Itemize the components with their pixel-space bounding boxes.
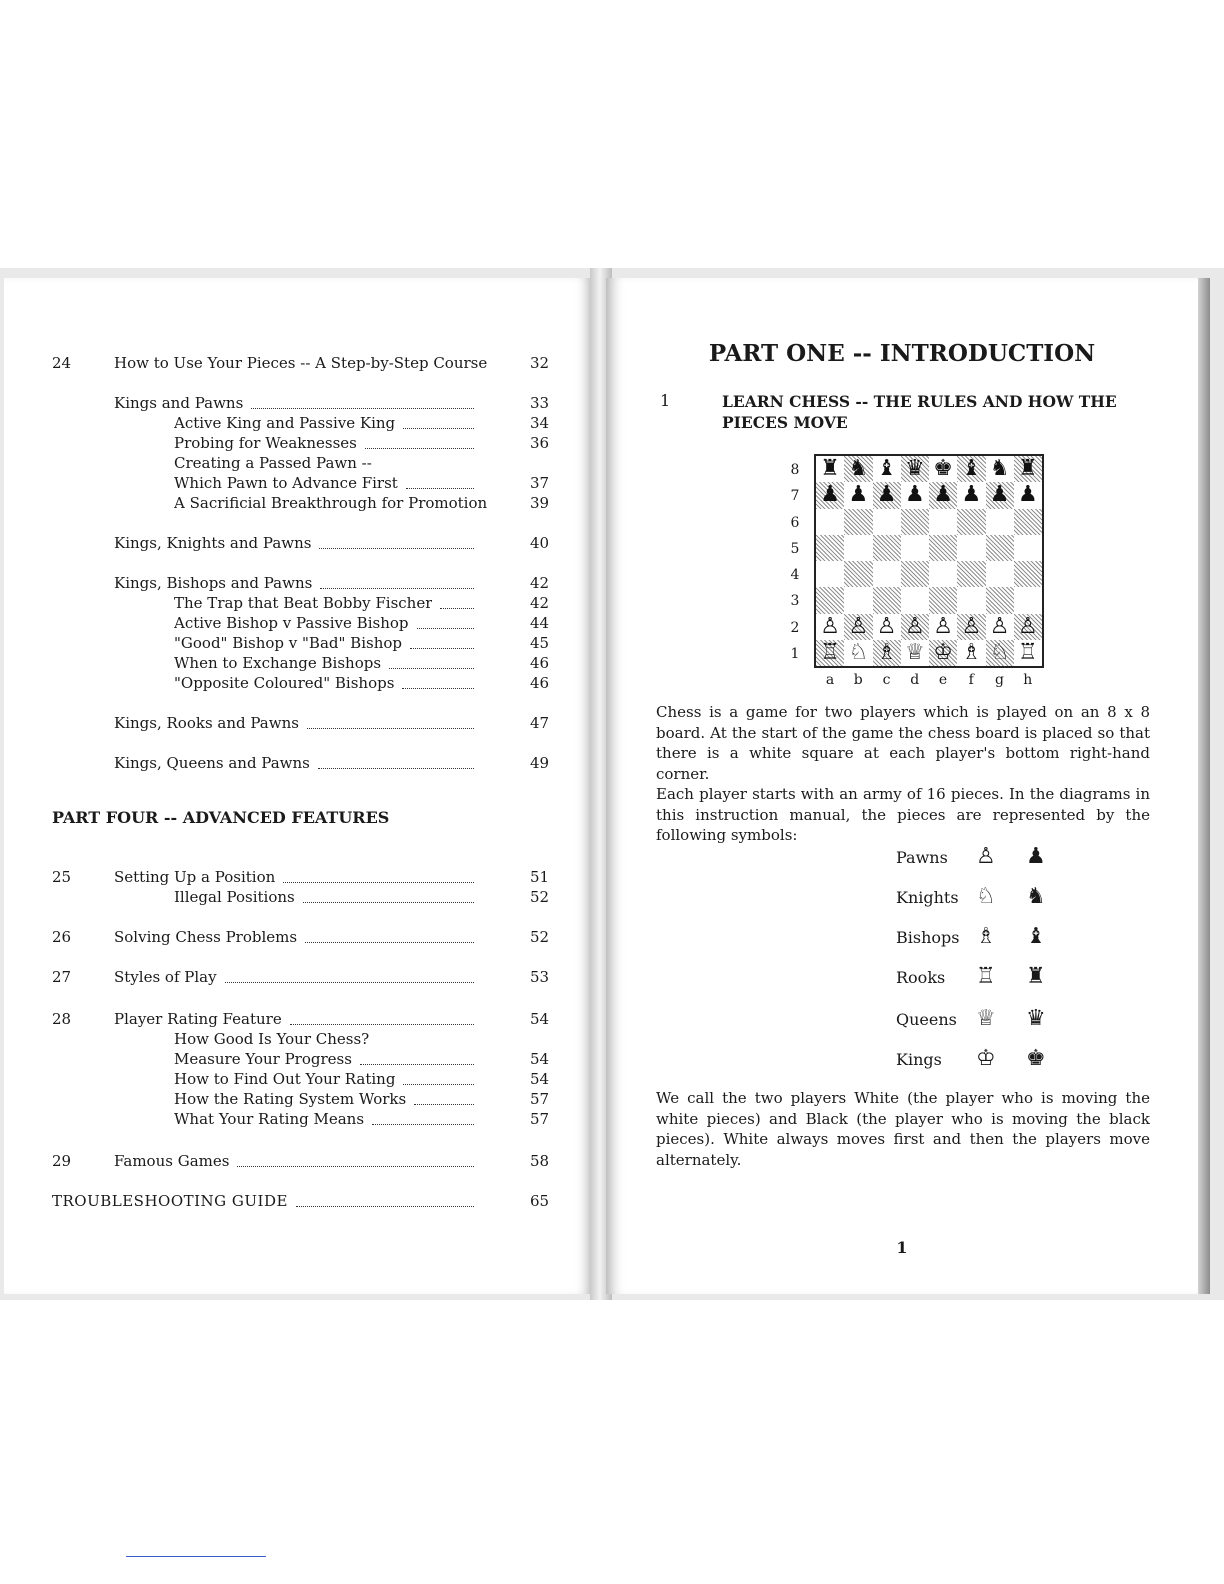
toc-page-number: 65	[530, 1192, 550, 1210]
chess-piece: ♝	[961, 456, 982, 482]
chess-piece: ♖	[1018, 639, 1038, 665]
board-square-d7	[901, 482, 929, 508]
toc-dot-leader	[296, 1206, 474, 1207]
board-square-e1	[929, 640, 957, 666]
board-square-a8	[816, 456, 844, 482]
toc-dot-leader	[365, 448, 474, 449]
board-square-d6	[901, 509, 929, 535]
left-page	[4, 278, 594, 1294]
board-square-h1	[1014, 640, 1042, 666]
page-number: 1	[896, 1238, 908, 1257]
chess-piece: ♗	[961, 639, 982, 665]
toc-dot-leader	[319, 548, 474, 549]
toc-entry	[4, 1050, 594, 1070]
toc-entry	[4, 868, 594, 888]
toc-page-number: 49	[530, 754, 550, 772]
toc-dot-leader	[372, 1124, 474, 1125]
board-square-h8	[1014, 456, 1042, 482]
board-square-f8	[957, 456, 985, 482]
board-square-e8	[929, 456, 957, 482]
chess-piece: ♙	[1018, 613, 1038, 639]
toc-page-number: 46	[530, 674, 550, 692]
toc-dot-leader	[318, 768, 474, 769]
rank-label: 2	[790, 619, 800, 636]
toc-page-number: 33	[530, 394, 550, 412]
toc-page-number: 54	[530, 1010, 550, 1028]
board-square-d3	[901, 587, 929, 613]
toc-page-number: 37	[530, 474, 550, 492]
chess-piece: ♛	[905, 456, 925, 482]
board-square-g7	[986, 482, 1014, 508]
toc-title: How Good Is Your Chess?	[174, 1030, 370, 1048]
chess-piece: ♟	[905, 482, 925, 508]
toc-entry	[4, 474, 594, 494]
black-piece-symbol: ♞	[1026, 884, 1046, 909]
board-square-c2	[873, 614, 901, 640]
chess-piece: ♟	[876, 482, 897, 508]
right-page	[606, 278, 1198, 1294]
toc-dot-leader	[225, 982, 474, 983]
board-square-f3	[957, 587, 985, 613]
rank-label: 6	[790, 514, 800, 531]
toc-entry	[4, 454, 594, 474]
toc-dot-leader	[303, 902, 474, 903]
board-square-f6	[957, 509, 985, 535]
toc-title: Probing for Weaknesses	[174, 434, 357, 452]
board-square-a7	[816, 482, 844, 508]
board-square-f1	[957, 640, 985, 666]
board-square-c6	[873, 509, 901, 535]
toc-entry	[4, 968, 594, 988]
rank-label: 1	[790, 645, 800, 662]
board-square-b8	[844, 456, 872, 482]
legend-piece-name: Knights	[896, 888, 959, 907]
board-square-h7	[1014, 482, 1042, 508]
toc-title: Kings and Pawns	[114, 394, 244, 412]
toc-entry	[4, 574, 594, 594]
board-square-e6	[929, 509, 957, 535]
toc-page-number: 32	[530, 354, 550, 372]
board-square-a2	[816, 614, 844, 640]
toc-title: Active King and Passive King	[174, 414, 396, 432]
toc-dot-leader	[417, 628, 475, 629]
toc-entry	[4, 888, 594, 908]
toc-page-number: 52	[530, 928, 550, 946]
board-square-g2	[986, 614, 1014, 640]
chess-board	[814, 454, 1044, 668]
toc-dot-leader	[440, 608, 474, 609]
toc-page-number: 44	[530, 614, 550, 632]
chess-piece: ♕	[905, 639, 925, 665]
pieces-paragraph: Each player starts with an army of 16 pieces. In the diagrams in this instruction manual, the pieces are represented by the following symbols:	[656, 785, 1150, 844]
toc-chapter-number: 27	[52, 968, 72, 986]
toc-entry	[4, 1010, 594, 1030]
board-square-e5	[929, 535, 957, 561]
file-label: f	[968, 672, 974, 688]
toc-page-number: 42	[530, 594, 550, 612]
board-square-b5	[844, 535, 872, 561]
legend-piece-name: Pawns	[896, 848, 948, 867]
toc-title: Solving Chess Problems	[114, 928, 298, 946]
board-square-b3	[844, 587, 872, 613]
board-square-h2	[1014, 614, 1042, 640]
toc-entry	[4, 1152, 594, 1172]
board-square-b2	[844, 614, 872, 640]
toc-chapter-number: 24	[52, 354, 72, 372]
toc-title: "Good" Bishop v "Bad" Bishop	[174, 634, 402, 652]
board-square-a6	[816, 509, 844, 535]
toc-page-number: 57	[530, 1110, 550, 1128]
chess-piece: ♜	[820, 456, 840, 482]
board-square-h6	[1014, 509, 1042, 535]
toc-entry	[4, 754, 594, 774]
chess-piece: ♙	[905, 613, 925, 639]
toc-entry	[4, 1090, 594, 1110]
board-square-d2	[901, 614, 929, 640]
toc-page-number: 39	[530, 494, 550, 512]
toc-title: Active Bishop v Passive Bishop	[174, 614, 409, 632]
toc-chapter-number: 28	[52, 1010, 72, 1028]
book-spread	[0, 268, 1224, 1300]
chess-piece: ♟	[1018, 482, 1038, 508]
toc-dot-leader	[290, 1024, 474, 1025]
white-piece-symbol: ♕	[976, 1006, 996, 1031]
chess-piece: ♟	[989, 482, 1010, 508]
board-square-g1	[986, 640, 1014, 666]
board-square-g3	[986, 587, 1014, 613]
legend-piece-name: Rooks	[896, 968, 946, 987]
chess-piece: ♟	[933, 482, 953, 508]
toc-title: How to Find Out Your Rating	[174, 1070, 396, 1088]
chess-piece: ♙	[961, 613, 982, 639]
toc-page-number: 45	[530, 634, 550, 652]
toc-entry	[4, 674, 594, 694]
toc-entry	[4, 394, 594, 414]
toc-entry	[4, 714, 594, 734]
toc-title: "Opposite Coloured" Bishops	[174, 674, 395, 692]
toc-dot-leader	[402, 688, 474, 689]
board-square-h5	[1014, 535, 1042, 561]
toc-entry	[4, 1070, 594, 1090]
toc-dot-leader	[360, 1064, 474, 1065]
rank-label: 4	[790, 567, 800, 583]
rank-label: 7	[790, 488, 800, 505]
toc-page-number: 46	[530, 654, 550, 672]
chess-piece: ♝	[876, 456, 897, 482]
toc-dot-leader	[320, 588, 474, 589]
board-square-f7	[957, 482, 985, 508]
rank-label: 3	[790, 593, 800, 610]
legend-piece-name: Kings	[896, 1050, 942, 1069]
toc-dot-leader	[406, 488, 474, 489]
board-square-b6	[844, 509, 872, 535]
toc-dot-leader	[403, 428, 474, 429]
toc-entry	[4, 594, 594, 614]
chess-piece: ♞	[848, 456, 869, 482]
toc-entry	[4, 634, 594, 654]
toc-dot-leader	[283, 882, 474, 883]
toc-title: The Trap that Beat Bobby Fischer	[174, 594, 433, 612]
toc-title: Measure Your Progress	[174, 1050, 352, 1068]
toc-chapter-number: 26	[52, 928, 72, 946]
white-piece-symbol: ♖	[976, 964, 996, 989]
black-piece-symbol: ♚	[1026, 1046, 1046, 1071]
toc-entry	[4, 1110, 594, 1130]
chess-piece: ♘	[989, 639, 1010, 665]
chess-piece: ♟	[820, 482, 840, 508]
toc-entry	[4, 434, 594, 454]
toc-chapter-number: 25	[52, 868, 72, 886]
chess-piece: ♙	[876, 613, 897, 639]
chess-piece: ♙	[933, 613, 953, 639]
toc-title: How the Rating System Works	[174, 1090, 407, 1108]
toc-page-number: 47	[530, 714, 550, 732]
chess-piece: ♙	[989, 613, 1010, 639]
toc-entry	[4, 414, 594, 434]
toc-page-number: 57	[530, 1090, 550, 1108]
toc-entry	[4, 1192, 594, 1212]
black-piece-symbol: ♛	[1026, 1006, 1046, 1031]
white-piece-symbol: ♘	[976, 884, 996, 909]
legend-piece-name: Queens	[896, 1010, 957, 1029]
board-square-g5	[986, 535, 1014, 561]
toc-title: TROUBLESHOOTING GUIDE	[52, 1192, 288, 1210]
toc-entry	[4, 494, 594, 514]
board-square-e3	[929, 587, 957, 613]
toc-page-number: 51	[530, 868, 550, 886]
part-four-heading: PART FOUR -- ADVANCED FEATURES	[52, 808, 390, 827]
file-label: c	[882, 672, 891, 688]
black-piece-symbol: ♜	[1026, 964, 1046, 989]
file-label: g	[995, 672, 1004, 688]
black-piece-symbol: ♝	[1026, 924, 1046, 949]
board-square-b1	[844, 640, 872, 666]
board-square-f4	[957, 561, 985, 587]
board-square-a3	[816, 587, 844, 613]
toc-page-number: 36	[530, 434, 550, 452]
chess-piece: ♗	[876, 639, 897, 665]
toc-title: What Your Rating Means	[174, 1110, 365, 1128]
toc-dot-leader	[414, 1104, 474, 1105]
toc-entry	[4, 1030, 594, 1050]
chess-piece: ♔	[933, 639, 953, 665]
file-label: a	[825, 672, 835, 688]
toc-page-number: 34	[530, 414, 550, 432]
white-piece-symbol: ♗	[976, 924, 996, 949]
chess-piece: ♞	[989, 456, 1010, 482]
board-square-e2	[929, 614, 957, 640]
board-square-c8	[873, 456, 901, 482]
file-label: e	[938, 672, 948, 688]
toc-page-number: 54	[530, 1070, 550, 1088]
toc-entry	[4, 614, 594, 634]
part-one-title: PART ONE -- INTRODUCTION	[708, 340, 1096, 367]
toc-title: Which Pawn to Advance First	[174, 474, 398, 492]
toc-dot-leader	[389, 668, 474, 669]
board-square-d5	[901, 535, 929, 561]
toc-title: Setting Up a Position	[114, 868, 276, 886]
toc-title: Creating a Passed Pawn --	[174, 454, 372, 472]
board-square-d4	[901, 561, 929, 587]
toc-entry	[4, 928, 594, 948]
board-square-g6	[986, 509, 1014, 535]
board-square-h3	[1014, 587, 1042, 613]
board-square-e7	[929, 482, 957, 508]
board-square-g8	[986, 456, 1014, 482]
chess-piece: ♚	[933, 456, 953, 482]
board-square-e4	[929, 561, 957, 587]
chess-piece: ♙	[820, 613, 840, 639]
toc-page-number: 42	[530, 574, 550, 592]
board-square-d1	[901, 640, 929, 666]
toc-chapter-number: 29	[52, 1152, 72, 1170]
white-piece-symbol: ♙	[976, 844, 996, 869]
toc-page-number: 53	[530, 968, 550, 986]
toc-dot-leader	[307, 728, 474, 729]
chess-piece: ♟	[961, 482, 982, 508]
board-square-a5	[816, 535, 844, 561]
board-square-c1	[873, 640, 901, 666]
white-piece-symbol: ♔	[976, 1046, 996, 1071]
toc-title: Kings, Queens and Pawns	[114, 754, 310, 772]
toc-title: Styles of Play	[114, 968, 217, 986]
section-title: LEARN CHESS -- THE RULES AND HOW THE PIECES MOVE	[722, 392, 1117, 432]
black-piece-symbol: ♟	[1026, 844, 1046, 869]
section-number: 1	[660, 391, 671, 410]
file-label: h	[1023, 672, 1033, 688]
board-square-c4	[873, 561, 901, 587]
toc-dot-leader	[410, 648, 474, 649]
toc-title: A Sacrificial Breakthrough for Promotion	[174, 494, 488, 512]
toc-entry	[4, 534, 594, 554]
toc-title: When to Exchange Bishops	[174, 654, 382, 672]
board-square-d8	[901, 456, 929, 482]
toc-entry	[4, 354, 594, 374]
board-square-a4	[816, 561, 844, 587]
toc-dot-leader	[237, 1166, 474, 1167]
board-square-f2	[957, 614, 985, 640]
toc-page-number: 40	[530, 534, 550, 552]
chess-piece: ♘	[848, 639, 869, 665]
underline-link	[126, 1556, 266, 1557]
toc-dot-leader	[305, 942, 474, 943]
chess-piece: ♖	[820, 639, 840, 665]
toc-page-number: 52	[530, 888, 550, 906]
toc-title: Famous Games	[114, 1152, 230, 1170]
board-square-g4	[986, 561, 1014, 587]
file-label: d	[910, 672, 920, 688]
board-square-c5	[873, 535, 901, 561]
toc-page-number: 54	[530, 1050, 550, 1068]
chess-piece: ♟	[848, 482, 869, 508]
toc-title: How to Use Your Pieces -- A Step-by-Step Course	[114, 354, 488, 372]
toc-title: Kings, Knights and Pawns	[114, 534, 312, 552]
toc-title: Illegal Positions	[174, 888, 295, 906]
chess-piece: ♜	[1018, 456, 1038, 482]
chess-piece: ♙	[848, 613, 869, 639]
toc-title: Kings, Bishops and Pawns	[114, 574, 313, 592]
page-edge	[1198, 278, 1210, 1294]
board-square-b4	[844, 561, 872, 587]
toc-dot-leader	[251, 408, 474, 409]
board-square-a1	[816, 640, 844, 666]
toc-dot-leader	[403, 1084, 474, 1085]
legend-piece-name: Bishops	[896, 928, 960, 947]
board-square-f5	[957, 535, 985, 561]
rank-label: 5	[790, 540, 800, 557]
toc-entry	[4, 654, 594, 674]
intro-paragraph: Chess is a game for two players which is played on an 8 x 8 board. At the start of the game the chess board is placed so that there is a white square at each player's bottom right-hand corner.	[656, 703, 1150, 783]
players-paragraph: We call the two players White (the player who is moving the white pieces) and Black (the player who is moving the black pieces). White always moves first and then the players move alternately.	[656, 1089, 1150, 1169]
toc-page-number: 58	[530, 1152, 550, 1170]
toc-title: Kings, Rooks and Pawns	[114, 714, 299, 732]
board-square-c7	[873, 482, 901, 508]
board-square-c3	[873, 587, 901, 613]
board-square-b7	[844, 482, 872, 508]
file-label: b	[853, 672, 863, 688]
board-square-h4	[1014, 561, 1042, 587]
rank-label: 8	[790, 462, 800, 478]
toc-title: Player Rating Feature	[114, 1010, 282, 1028]
